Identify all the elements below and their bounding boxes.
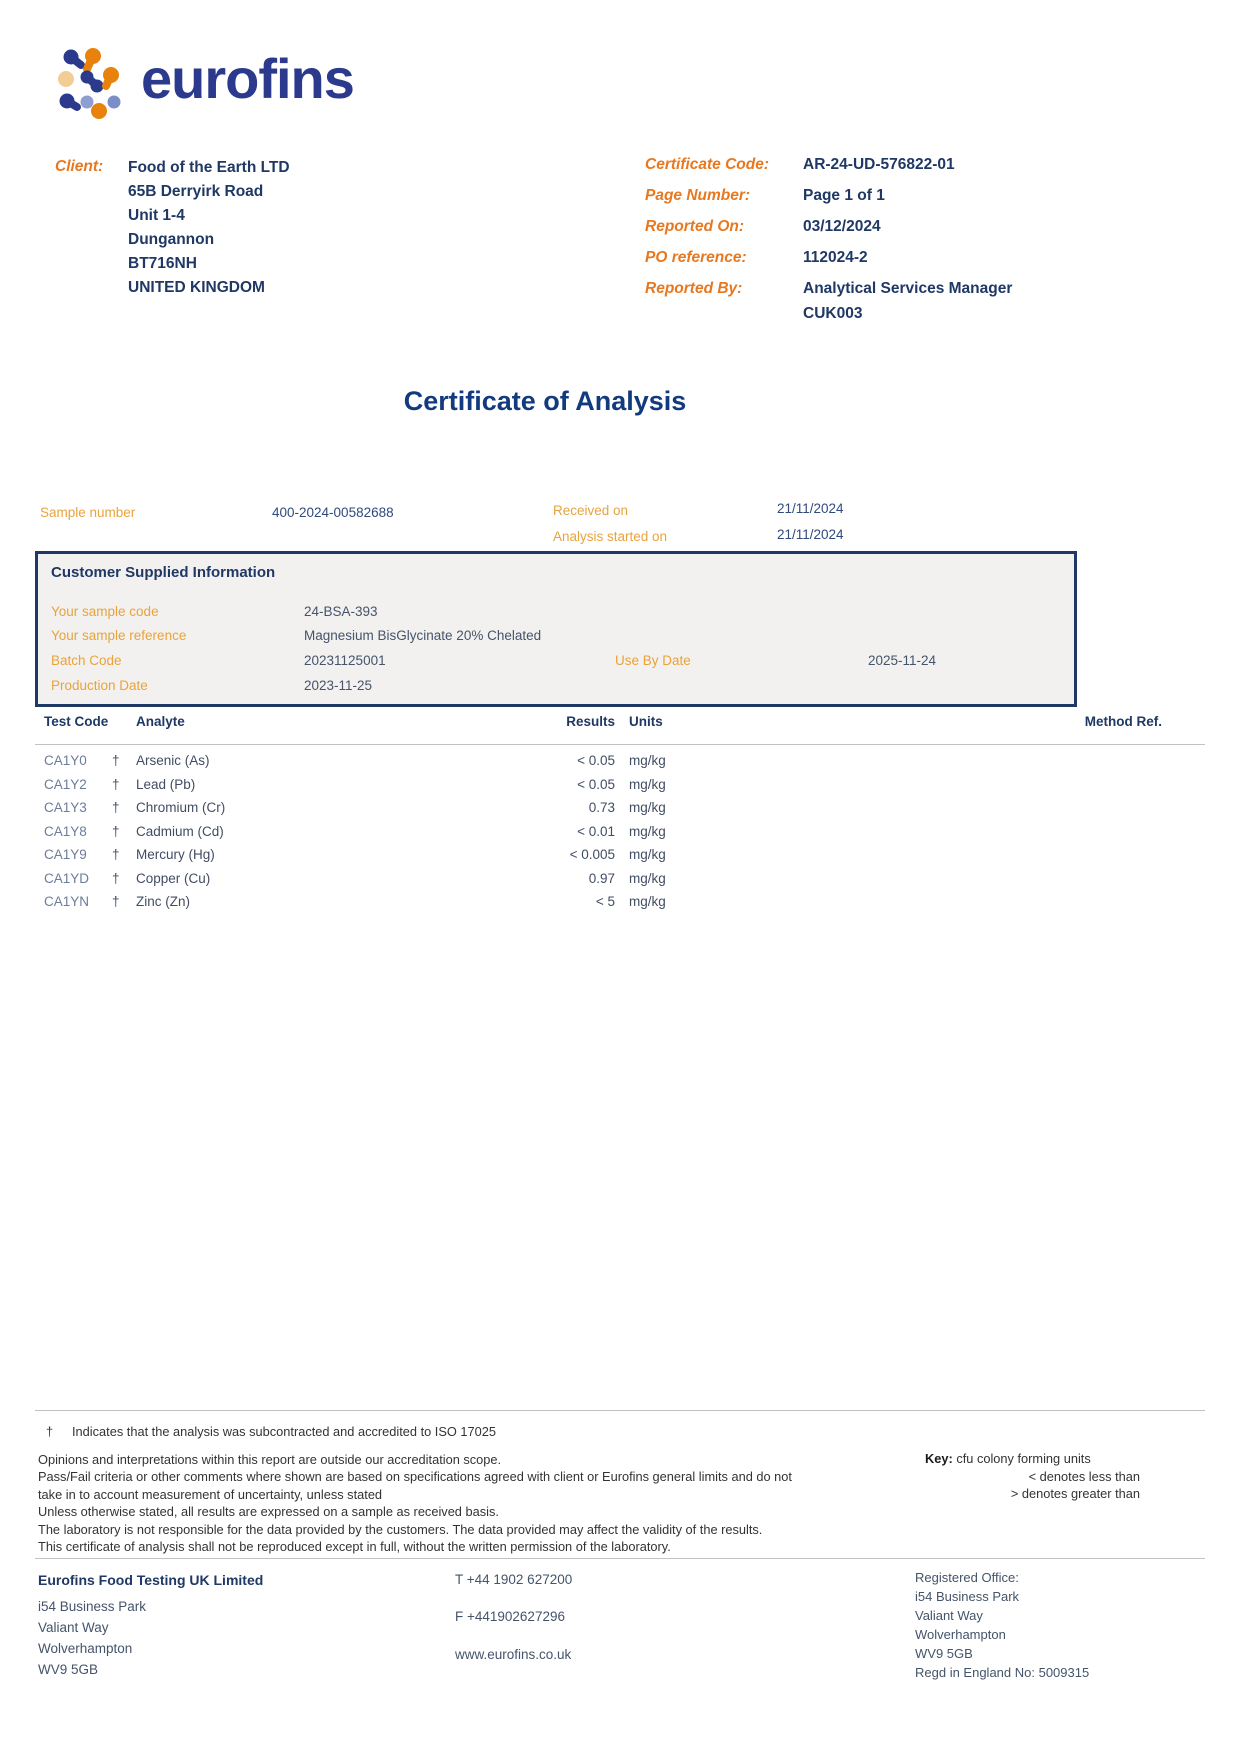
test-code: CA1Y9 xyxy=(44,847,87,862)
client-address-line: UNITED KINGDOM xyxy=(128,279,265,296)
table-row xyxy=(0,796,1240,820)
registered-office-line: i54 Business Park xyxy=(915,1589,1020,1604)
dagger-footnote: Indicates that the analysis was subcontracted and accredited to ISO 17025 xyxy=(72,1424,496,1439)
customer-supplied-info-box xyxy=(35,551,1077,707)
client-address-line: 65B Derryirk Road xyxy=(128,183,264,200)
table-row xyxy=(0,820,1240,844)
use-by-date-label: Use By Date xyxy=(615,653,691,668)
analysis-started-label: Analysis started on xyxy=(553,529,668,544)
key-greater-than-note: > denotes greater than xyxy=(1010,1486,1140,1501)
test-code: CA1Y2 xyxy=(44,776,87,792)
received-on-value: 21/11/2024 xyxy=(777,501,844,516)
analyte: Zinc (Zn) xyxy=(136,894,190,909)
footer-registered-office-block xyxy=(915,1568,1089,1682)
disclaimer-line: take in to account measurement of uncertainty, unless stated xyxy=(38,1486,383,1502)
key-block xyxy=(925,1450,1140,1503)
client-label: Client: xyxy=(55,158,104,175)
po-reference-value: 112024-2 xyxy=(803,249,868,266)
analyte: Arsenic (As) xyxy=(136,753,210,768)
dagger-symbol: † xyxy=(112,753,120,768)
client-address-line: Unit 1-4 xyxy=(128,207,185,224)
certificate-meta-block xyxy=(645,156,1012,311)
test-code: CA1YN xyxy=(44,894,90,909)
disclaimer-line: This certificate of analysis shall not be reproduced except in full, without the written permission of the laboratory. xyxy=(38,1539,671,1555)
test-code: CA1YD xyxy=(44,870,90,886)
po-reference-label: PO reference: xyxy=(645,249,747,266)
reported-by-code: CUK003 xyxy=(803,305,863,322)
column-header-analyte: Analyte xyxy=(136,714,185,729)
analysis-started-value: 21/11/2024 xyxy=(777,527,844,542)
analyte: Copper (Cu) xyxy=(136,870,211,886)
units: mg/kg xyxy=(629,823,666,839)
footnote-divider xyxy=(35,1410,1205,1411)
production-date-value: 2023-11-25 xyxy=(304,678,373,693)
table-row xyxy=(0,773,1240,797)
disclaimer-line: The laboratory is not responsible for the data provided by the customers. The data provided may affect the validity of the results. xyxy=(38,1521,763,1537)
results-table-body xyxy=(0,749,1240,914)
dagger-symbol: † xyxy=(112,847,120,862)
table-row xyxy=(0,890,1240,914)
result: < 0.05 xyxy=(577,776,615,792)
registered-office-line: Regd in England No: 5009315 xyxy=(915,1665,1090,1680)
key-line xyxy=(925,1450,1140,1468)
result: < 0.005 xyxy=(569,847,615,862)
dagger-symbol: † xyxy=(112,800,120,815)
client-address-block xyxy=(128,156,290,300)
sample-number-label: Sample number xyxy=(40,505,136,520)
analyte: Chromium (Cr) xyxy=(136,800,226,815)
key-label: Key: xyxy=(925,1451,953,1466)
registered-office-line: WV9 5GB xyxy=(915,1646,973,1661)
disclaimer-line: Pass/Fail criteria or other comments where shown are based on specifications agreed with client or Eurofins general limits and do not xyxy=(38,1469,792,1485)
dagger-symbol: † xyxy=(112,870,120,886)
table-row xyxy=(0,749,1240,773)
footer-address-block xyxy=(38,1596,146,1680)
registered-office-line: Valiant Way xyxy=(915,1608,983,1623)
sample-code-label: Your sample code xyxy=(51,604,159,619)
registered-office-line: Registered Office: xyxy=(915,1570,1019,1585)
page-number-value: Page 1 of 1 xyxy=(803,187,885,204)
test-code: CA1Y3 xyxy=(44,800,87,815)
client-name: Food of the Earth LTD xyxy=(128,159,290,176)
result: 0.97 xyxy=(588,870,615,886)
units: mg/kg xyxy=(629,870,666,886)
key-cfu-note: cfu colony forming units xyxy=(956,1451,1091,1466)
footer-divider xyxy=(35,1558,1205,1559)
received-on-label: Received on xyxy=(553,503,629,518)
sample-reference-label: Your sample reference xyxy=(51,628,187,643)
reported-on-label: Reported On: xyxy=(645,218,745,235)
eurofins-logo-icon xyxy=(58,48,132,125)
footer-website: www.eurofins.co.uk xyxy=(455,1647,572,1662)
dagger-symbol: † xyxy=(112,823,120,839)
analyte: Mercury (Hg) xyxy=(136,847,215,862)
certificate-code-value: AR-24-UD-576822-01 xyxy=(803,156,955,173)
certificate-code-label: Certificate Code: xyxy=(645,156,770,173)
result: < 0.05 xyxy=(577,753,615,768)
test-code: CA1Y8 xyxy=(44,823,87,839)
disclaimer-paragraph xyxy=(38,1451,792,1555)
result: < 0.01 xyxy=(577,823,615,839)
column-header-units: Units xyxy=(629,714,663,729)
batch-code-label: Batch Code xyxy=(51,653,122,668)
units: mg/kg xyxy=(629,847,666,862)
analyte: Lead (Pb) xyxy=(136,776,196,792)
footer-company-name: Eurofins Food Testing UK Limited xyxy=(38,1572,264,1588)
sample-reference-value: Magnesium BisGlycinate 20% Chelated xyxy=(304,628,542,643)
use-by-date-value: 2025-11-24 xyxy=(868,653,937,668)
dagger-symbol: † xyxy=(112,894,120,909)
footer-address-line: Valiant Way xyxy=(38,1620,109,1635)
units: mg/kg xyxy=(629,776,666,792)
registered-office-line: Wolverhampton xyxy=(915,1627,1006,1642)
customer-info-title: Customer Supplied Information xyxy=(51,564,276,581)
client-address-line: Dungannon xyxy=(128,231,215,248)
test-code: CA1Y0 xyxy=(44,753,87,768)
table-header-divider xyxy=(35,744,1205,745)
batch-code-value: 20231125001 xyxy=(304,653,386,668)
units: mg/kg xyxy=(629,753,666,768)
sample-number-value: 400-2024-00582688 xyxy=(272,505,394,520)
footer-address-line: Wolverhampton xyxy=(38,1641,133,1656)
column-header-test-code: Test Code xyxy=(44,714,109,729)
footer-fax: F +441902627296 xyxy=(455,1609,565,1624)
table-row xyxy=(0,867,1240,891)
disclaimer-line: Unless otherwise stated, all results are expressed on a sample as received basis. xyxy=(38,1504,499,1520)
dagger-symbol: † xyxy=(112,776,120,792)
production-date-label: Production Date xyxy=(51,678,148,693)
key-less-than-note: < denotes less than xyxy=(1028,1468,1140,1484)
table-row xyxy=(0,843,1240,867)
footer-address-line: i54 Business Park xyxy=(38,1599,147,1614)
reported-by-label: Reported By: xyxy=(645,280,743,297)
result: < 5 xyxy=(595,894,615,909)
client-address-line: BT716NH xyxy=(128,255,197,272)
analyte: Cadmium (Cd) xyxy=(136,823,224,839)
eurofins-logo-wordmark: eurofins xyxy=(141,47,354,110)
reported-on-value: 03/12/2024 xyxy=(803,218,881,235)
dagger-symbol: † xyxy=(46,1424,54,1439)
page-number-label: Page Number: xyxy=(645,187,751,204)
reported-by-value: Analytical Services Manager xyxy=(803,280,1013,297)
result: 0.73 xyxy=(588,800,615,815)
footer-phone: T +44 1902 627200 xyxy=(455,1572,573,1587)
sample-code-value: 24-BSA-393 xyxy=(304,604,378,619)
footer-address-line: WV9 5GB xyxy=(38,1662,99,1677)
units: mg/kg xyxy=(629,894,666,909)
column-header-results: Results xyxy=(566,714,615,729)
column-header-method-ref: Method Ref. xyxy=(1084,714,1162,729)
disclaimer-line: Opinions and interpretations within this report are outside our accreditation scope. xyxy=(38,1452,502,1467)
units: mg/kg xyxy=(629,800,666,815)
page-title: Certificate of Analysis xyxy=(403,386,687,416)
